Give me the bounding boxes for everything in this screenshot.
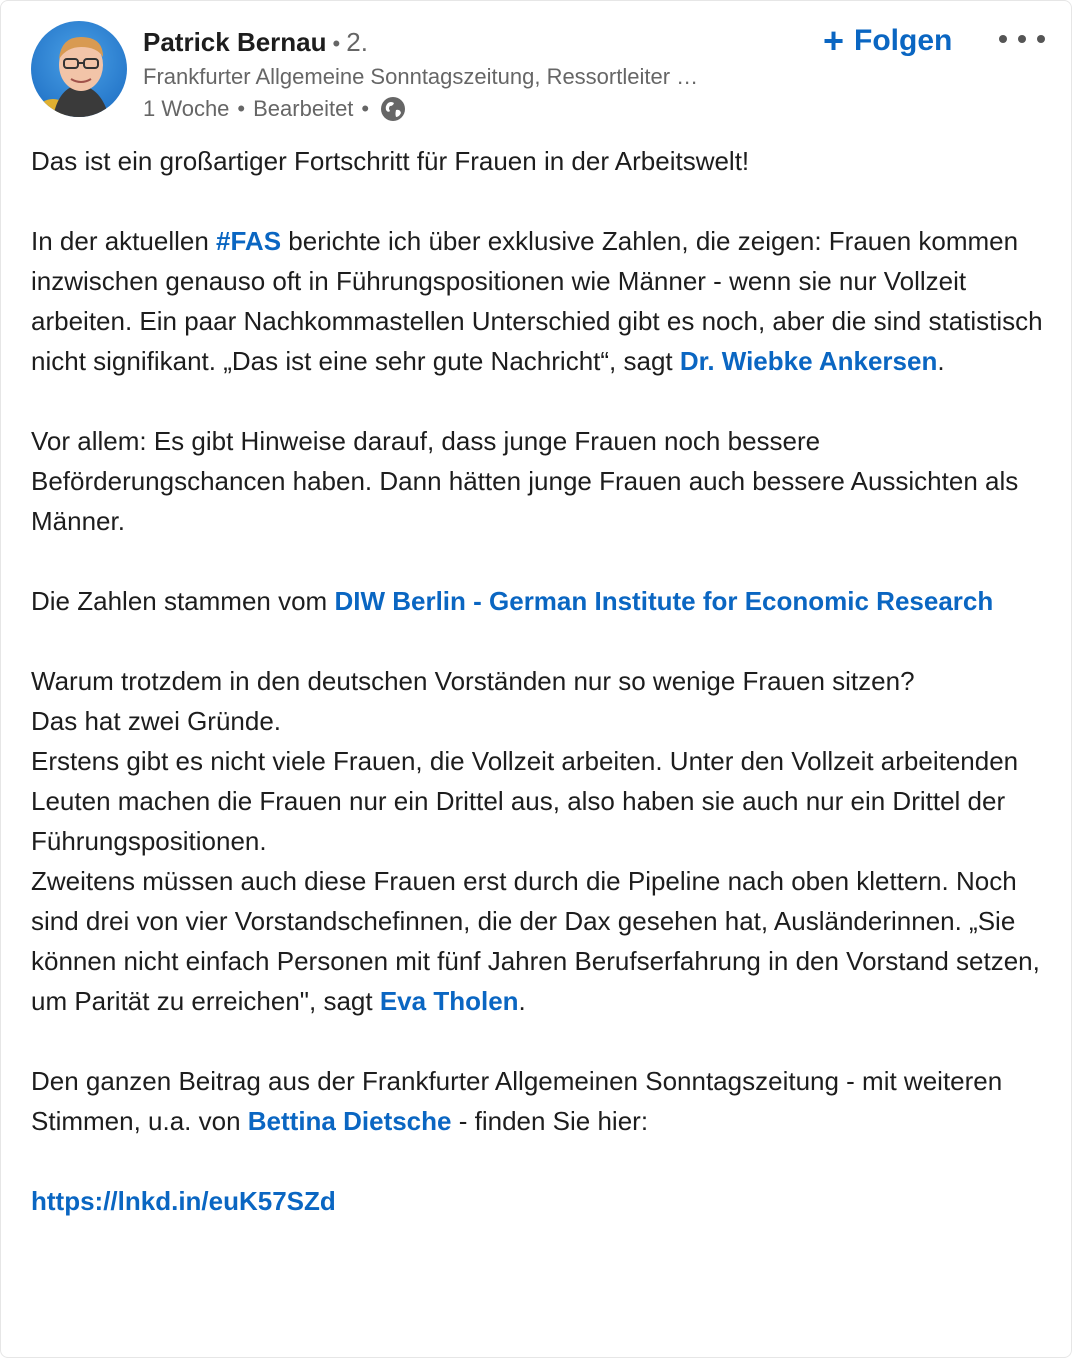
author-name-line <box>143 25 368 61</box>
post-paragraph: Das hat zwei Gründe. <box>31 706 282 736</box>
more-dot <box>1018 35 1026 43</box>
text-segment: Die Zahlen stammen vom <box>31 586 335 616</box>
follow-label: Folgen <box>854 24 953 57</box>
text-segment: . <box>518 986 526 1016</box>
more-options-icon[interactable] <box>999 27 1045 51</box>
post-paragraph: Vor allem: Es gibt Hinweise darauf, dass junge Frauen noch bessere Beförderungschancen haben. Dann hätten junge Frauen auch bessere Aussichten als Männer. <box>31 426 1019 536</box>
post-paragraph <box>31 1061 1051 1141</box>
text-segment: . <box>937 346 945 376</box>
mention-link[interactable]: Bettina Dietsche <box>247 1106 452 1136</box>
mention-link[interactable]: DIW Berlin - German Institute for Economic Research <box>334 586 994 616</box>
hashtag-link[interactable]: #FAS <box>216 226 282 256</box>
follow-button[interactable] <box>823 21 952 61</box>
post-paragraph: Das ist ein großartiger Fortschritt für Frauen in der Arbeitswelt! <box>31 146 750 176</box>
more-dot <box>999 35 1007 43</box>
plus-icon: + <box>823 20 845 61</box>
globe-icon <box>379 95 407 123</box>
post-paragraph <box>31 1181 1051 1221</box>
connection-degree: 2. <box>346 27 368 57</box>
more-dot <box>1037 35 1045 43</box>
post-paragraph <box>31 221 1051 381</box>
text-segment: berichte ich über exklusive Zahlen, die zeigen: Frauen kommen inzwischen genauso oft in Führungspositionen wie Männer - wenn sie nur Vollzeit arbeiten. Ein paar Nachkommastellen Unterschied gibt es noch, aber die sind statistisch nicht signifikant. „Das ist eine sehr gute Nachricht“, sagt <box>31 226 1043 376</box>
post-body <box>31 141 1051 1221</box>
post-time[interactable]: 1 Woche <box>143 96 230 121</box>
text-segment: Den ganzen Beitrag aus der Frankfurter Allgemeinen Sonntagszeitung - mit weiteren Stimmen, u.a. von <box>31 1066 1003 1136</box>
text-segment: Zweitens müssen auch diese Frauen erst durch die Pipeline nach oben klettern. Noch sind drei von vier Vorstandschefinnen, die der Dax gesehen hat, Ausländerinnen. „Sie können nicht einfach Personen mit fünf Jahren Berufserfahrung in den Vorstand setzen, um Parität zu erreichen", sagt <box>31 866 1040 1016</box>
author-headline: Frankfurter Allgemeine Sonntagszeitung, Ressortleiter … <box>143 64 699 89</box>
post-paragraph <box>31 581 1051 621</box>
post-paragraph <box>31 861 1051 1021</box>
text-segment: In der aktuellen <box>31 226 217 256</box>
separator-dot: • <box>237 96 246 121</box>
mention-link[interactable]: Dr. Wiebke Ankersen <box>679 346 938 376</box>
article-url-link[interactable]: https://lnkd.in/euK57SZd <box>31 1186 336 1216</box>
post-meta <box>143 93 407 125</box>
avatar-image <box>31 21 127 117</box>
text-segment: - finden Sie hier: <box>451 1106 649 1136</box>
author-avatar[interactable] <box>31 21 127 117</box>
separator-dot: • <box>361 96 370 121</box>
post-paragraph: Erstens gibt es nicht viele Frauen, die Vollzeit arbeiten. Unter den Vollzeit arbeitenden Leuten machen die Frauen nur ein Drittel aus, also haben sie auch nur ein Drittel der Führungspositionen. <box>31 746 1019 856</box>
post-paragraph: Warum trotzdem in den deutschen Vorständen nur so wenige Frauen sitzen? <box>31 666 915 696</box>
author-name[interactable]: Patrick Bernau <box>143 27 327 57</box>
separator-dot: • <box>332 31 341 56</box>
mention-link[interactable]: Eva Tholen <box>379 986 519 1016</box>
edited-label: Bearbeitet <box>253 96 354 121</box>
